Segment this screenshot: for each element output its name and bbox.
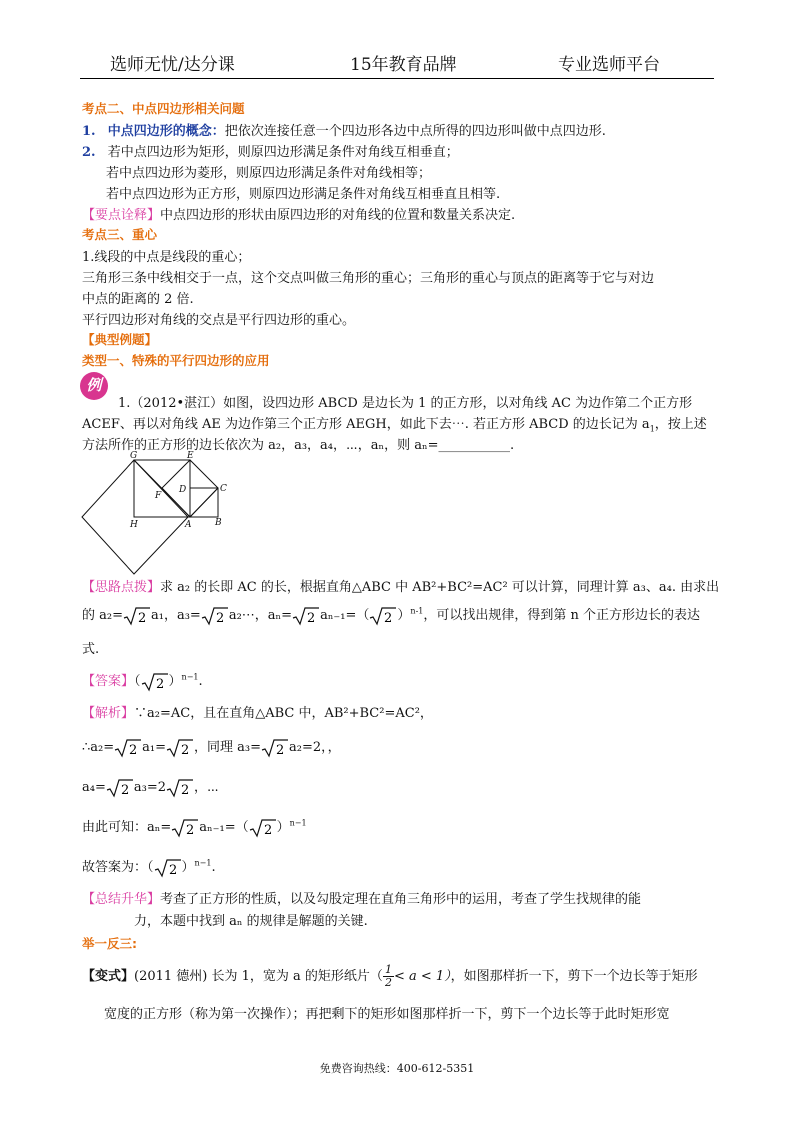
- item-number: 1.: [82, 124, 96, 139]
- key-point: [82, 204, 515, 223]
- header-center: 15年教育品牌: [350, 55, 457, 75]
- text-run: (2011 德州) 长为 1，宽为 a 的矩形纸片（: [134, 969, 383, 984]
- sqrt2-icon: [114, 738, 142, 758]
- svg-text:2: 2: [155, 676, 164, 692]
- item-term: 中点四边形的概念：: [107, 124, 225, 139]
- sqrt2-icon: [261, 738, 289, 758]
- text-run: a₂=2，，: [289, 740, 341, 755]
- type-title: 类型一、特殊的平行四边形的应用: [82, 353, 270, 368]
- practice-line-1: [82, 964, 698, 989]
- text-run: a₂⋯，aₙ=: [228, 608, 293, 623]
- svg-text:2: 2: [129, 742, 138, 758]
- practice-title: 举一反三:: [82, 936, 137, 951]
- svg-text:2: 2: [138, 610, 147, 626]
- section-title: 考点三、重心: [82, 227, 158, 242]
- text-run: ∵a₂=AC，且在直角△ABC 中，AB²+BC²=AC²，: [134, 706, 433, 721]
- text-run: ∴a₂=: [82, 740, 115, 755]
- sqrt2-icon: [166, 778, 194, 798]
- sqrt2-icon: [369, 606, 397, 626]
- svg-text:2: 2: [384, 610, 393, 626]
- analysis-line-1: [82, 702, 433, 721]
- sqrt2-icon: [249, 818, 277, 838]
- sqrt2-icon: [106, 778, 134, 798]
- svg-text:2: 2: [181, 782, 190, 798]
- text-run: ）: [397, 608, 411, 623]
- item-2-line-2: 若中点四边形为菱形，则原四边形满足条件对角线相等；: [106, 166, 432, 181]
- item-number: 2.: [82, 145, 96, 160]
- text-run: ，⋯: [194, 780, 219, 795]
- text-line: 平行四边形对角线的交点是平行四边形的重心。: [82, 313, 356, 328]
- item-2-line-1: [82, 141, 459, 160]
- label-f: F: [155, 491, 162, 501]
- example-text: .: [510, 438, 515, 453]
- example-text: ACEF、再以对角线 AE 为边作第三个正方形 AEGH，如此下去⋯. 若正方形 ABCD 的边长记为 a: [82, 417, 650, 432]
- label-h: H: [130, 520, 138, 530]
- label-c: C: [220, 484, 227, 494]
- practice-line-2: 宽度的正方形（称为第一次操作）；再把剩下的矩形如图那样折一下，剪下一个边长等于此时矩形宽: [104, 1007, 670, 1022]
- example-text: 方法所作的正方形的边长依次为 a₂，a₃，a₄，⋯，aₙ，则 aₙ=: [82, 438, 439, 453]
- text-run: a₄=: [82, 780, 106, 795]
- summary-line-2: 力，本题中找到 aₙ 的规律是解题的关键.: [134, 914, 368, 929]
- sqrt2-icon: [292, 606, 320, 626]
- text-run: ）: [276, 820, 290, 835]
- answer-blank: ___________: [438, 438, 510, 453]
- label-a: A: [185, 520, 192, 530]
- text-run: ，可以找出规律，得到第 n 个正方形边长的表达: [423, 608, 701, 623]
- svg-text:2: 2: [276, 742, 285, 758]
- text-run: 的 a₂=: [82, 608, 123, 623]
- thinking-text: 求 a₂ 的长即 AC 的长，根据直角△ABC 中 AB²+BC²=AC² 可以计算，同理计算 a₃、a₄. 由求出: [160, 580, 720, 595]
- sqrt2-icon: [201, 606, 229, 626]
- superscript: n-1: [410, 606, 424, 616]
- answer-tag: 【答案】: [82, 674, 135, 689]
- svg-text:2: 2: [186, 822, 195, 838]
- thinking-line-1: [82, 576, 719, 595]
- svg-text:2: 2: [181, 742, 190, 758]
- text-run: a₁，a₃=: [151, 608, 201, 623]
- sqrt2-icon: [123, 606, 151, 626]
- thinking-line-2: [82, 604, 700, 626]
- analysis-tag: 【解析】: [82, 706, 135, 721]
- svg-text:2: 2: [168, 862, 177, 878]
- diagonal-ac: [190, 488, 218, 517]
- superscript: n−1: [194, 858, 212, 868]
- thinking-tag: 【思路点拨】: [82, 580, 161, 595]
- analysis-line-5: [82, 856, 216, 878]
- fraction: [383, 964, 394, 989]
- superscript: n−1: [289, 818, 307, 828]
- analysis-line-4: [82, 816, 307, 838]
- text-line: 三角形三条中线相交于一点，这个交点叫做三角形的重心；三角形的重心与顶点的距离等于它与对边: [82, 271, 655, 286]
- subscript: 1: [649, 424, 655, 434]
- text-run: .: [198, 674, 203, 689]
- text-run: a₃=2: [133, 780, 166, 795]
- sqrt2-icon: [166, 738, 194, 758]
- svg-text:2: 2: [120, 782, 130, 798]
- analysis-line-2: [82, 736, 341, 758]
- sqrt2-icon: [171, 818, 199, 838]
- label-b: B: [215, 518, 222, 528]
- superscript: n−1: [181, 672, 199, 682]
- text-run: 由此可知：aₙ=: [82, 820, 172, 835]
- fraction-denominator: 2: [384, 976, 392, 989]
- sqrt2-icon: [154, 858, 182, 878]
- section-title: 考点二、中点四边形相关问题: [82, 101, 245, 116]
- summary-line-1: [82, 888, 641, 907]
- label-d: D: [179, 485, 187, 495]
- text-run: aₙ₋₁=（: [199, 820, 249, 835]
- text-run: ，同理 a₃=: [194, 740, 261, 755]
- key-point-tag: 【要点诠释】: [82, 208, 161, 223]
- text-run: 故答案为：（: [82, 860, 154, 875]
- example-text: ，按上述: [654, 417, 707, 432]
- text-run: ）: [168, 674, 182, 689]
- item-1: [82, 120, 606, 139]
- sqrt2-icon: [141, 672, 169, 692]
- text-run: （: [134, 674, 141, 689]
- page-header: [80, 50, 714, 79]
- text-run: aₙ₋₁=（: [320, 608, 370, 623]
- text-line: 1.线段的中点是线段的重心；: [82, 250, 251, 265]
- text-line: 中点的距离的 2 倍.: [82, 292, 194, 307]
- examples-title: 【典型例题】: [82, 332, 158, 347]
- thinking-line-3: 式.: [82, 642, 100, 657]
- squares-figure: [78, 450, 238, 578]
- item-text: 把依次连接任意一个四边形各边中点所得的四边形叫做中点四边形.: [224, 124, 606, 139]
- practice-tag: 【变式】: [82, 969, 135, 984]
- header-left: 选师无忧/达分课: [110, 55, 235, 75]
- item-text: 若中点四边形为矩形，则原四边形满足条件对角线互相垂直；: [107, 145, 459, 160]
- svg-text:2: 2: [263, 822, 272, 838]
- svg-text:2: 2: [215, 610, 225, 626]
- page-footer: 免费咨询热线：400-612-5351: [319, 1062, 475, 1075]
- text-run: .: [211, 860, 216, 875]
- text-run: ，如图那样折一下，剪下一个边长等于矩形: [450, 969, 698, 984]
- summary-tag: 【总结升华】: [82, 892, 161, 907]
- text-run: < a < 1）: [393, 969, 451, 984]
- text-run: ）: [181, 860, 195, 875]
- text-run: a₁=: [142, 740, 166, 755]
- svg-text:2: 2: [307, 610, 316, 626]
- label-g: G: [130, 451, 138, 461]
- analysis-line-3: [82, 776, 219, 798]
- item-2-line-3: 若中点四边形为正方形，则原四边形满足条件对角线互相垂直且相等.: [106, 187, 501, 202]
- example-line-1: 1.（2012•湛江）如图，设四边形 ABCD 是边长为 1 的正方形，以对角线 AC 为边作第二个正方形: [118, 396, 693, 411]
- header-right: 专业选师平台: [558, 55, 660, 75]
- example-badge: 例: [80, 372, 108, 400]
- key-point-text: 中点四边形的形状由原四边形的对角线的位置和数量关系决定.: [160, 208, 516, 223]
- fraction-numerator: 1: [384, 963, 392, 976]
- label-e: E: [187, 451, 194, 461]
- text-run: 考查了正方形的性质，以及勾股定理在直角三角形中的运用，考查了学生找规律的能: [160, 892, 642, 907]
- answer-line: [82, 670, 203, 692]
- example-line-2: [82, 413, 707, 434]
